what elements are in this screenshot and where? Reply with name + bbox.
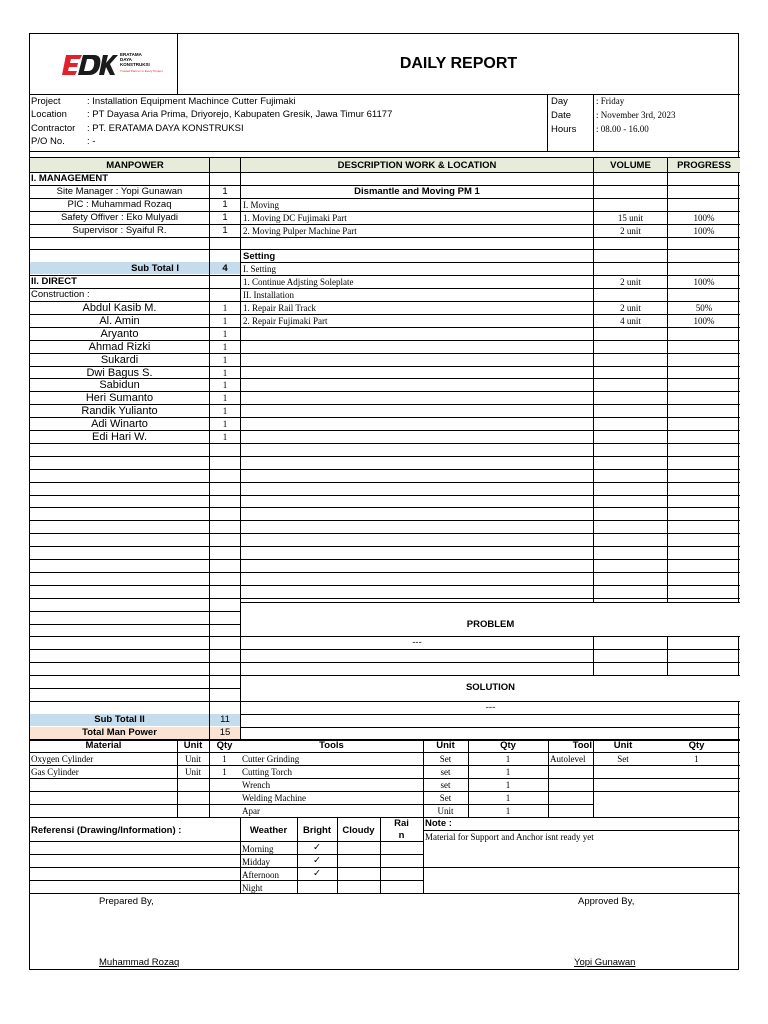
material-header: Material (85, 740, 122, 751)
work-volume: 2 unit (620, 226, 641, 236)
direct-worker-qty: 1 (222, 406, 228, 417)
material-qty: 1 (222, 754, 227, 764)
management-qty: 1 (222, 212, 228, 223)
grid-row-line (30, 598, 740, 599)
grid-row-line (30, 559, 740, 560)
direct-worker-qty: 1 (222, 419, 228, 430)
direct-worker-name: Heri Sumanto (85, 392, 154, 405)
work-desc: 2. Repair Fujimaki Part (243, 316, 328, 326)
management-name: PIC : Muhammad Rozaq (67, 199, 172, 210)
tool-qty: 1 (505, 780, 511, 790)
material-qty: 1 (222, 767, 227, 777)
solution-value: --- (485, 702, 496, 713)
referensi-label: Referensi (Drawing/Information) : (31, 825, 182, 836)
tool-unit: Set (439, 754, 452, 764)
solution-title: SOLUTION (465, 682, 516, 693)
grid-row-line (30, 585, 740, 586)
management-title: I. MANAGEMENT (31, 173, 109, 184)
page-title: DAILY REPORT (399, 55, 518, 72)
direct-worker-qty: 1 (222, 328, 228, 339)
material-unit: Unit (184, 754, 201, 764)
tools-qty-header: Qty (500, 740, 516, 751)
tool-unit: Set (439, 793, 452, 803)
work-volume: 2 unit (620, 277, 641, 287)
location-label: Location (31, 109, 67, 120)
grid-row-line (30, 507, 740, 508)
direct-worker-name: Edi Hari W. (91, 431, 147, 443)
material-qty-header: Qty (216, 740, 233, 751)
date-value: : November 3rd, 2023 (596, 110, 676, 120)
tool-unit: Unit (437, 806, 454, 816)
grid-row-line (30, 662, 740, 663)
problem-value: --- (412, 637, 422, 648)
prepared-by-label: Prepared By, (99, 896, 154, 907)
work-volume: 4 unit (620, 316, 641, 326)
tool-qty: 1 (505, 806, 511, 816)
subtotal1-value: 4 (222, 263, 228, 274)
work-desc: 2. Moving Pulper Machine Part (243, 226, 357, 236)
approved-by-name: Yopi Gunawan (574, 957, 636, 968)
work-volume: 2 unit (620, 303, 641, 313)
direct-worker-qty: 1 (222, 341, 228, 352)
subtotal2-label: Sub Total II (94, 714, 145, 725)
note-text: Material for Support and Anchor isnt ready yet (425, 832, 594, 842)
project-value: : Installation Equipment Machince Cutter Fujimaki (87, 96, 296, 107)
grid-row-line (30, 288, 740, 289)
progress-header-label: PROGRESS (677, 160, 731, 171)
total-label: Total Man Power (82, 727, 157, 738)
management-qty: 1 (222, 186, 228, 197)
tool-unit: set (440, 780, 451, 790)
hours-value: : 08.00 - 16.00 (596, 124, 649, 134)
weather-cloudy-label: Cloudy (342, 825, 375, 836)
tool-unit: set (440, 767, 451, 777)
tool-name: Cutter Grinding (242, 754, 300, 764)
installation-title: II. Installation (243, 290, 294, 300)
direct-worker-name: Aryanto (100, 327, 139, 340)
tools-unit-header: Unit (436, 740, 455, 751)
weather-label: Weather (249, 825, 288, 836)
setting-heading: Setting (243, 251, 276, 262)
direct-worker-qty: 1 (222, 315, 228, 326)
approved-by-label: Approved By, (578, 896, 635, 907)
tool2-qty-header: Qty (688, 740, 705, 751)
grid-row-line (30, 495, 740, 496)
tool-name: Wrench (242, 780, 271, 790)
location-value: : PT Dayasa Aria Prima, Driyorejo, Kabupaten Gresik, Jawa Timur 61177 (87, 109, 393, 120)
direct-title: II. DIRECT (31, 276, 77, 287)
weather-time: Midday (242, 857, 270, 867)
grid-row-line (30, 649, 740, 650)
direct-worker-name: Dwi Bagus S. (86, 366, 153, 379)
tool2-name: Autolevel (550, 754, 586, 764)
subtotal1-label: Sub Total I (131, 263, 179, 274)
day-value: : Friday (596, 96, 625, 106)
grid-row-line (30, 469, 740, 470)
project-label: Project (31, 96, 61, 107)
weather-check: ✓ (313, 868, 321, 879)
work-desc: 1. Moving DC Fujimaki Part (243, 213, 347, 223)
direct-worker-qty: 1 (222, 380, 228, 391)
po-value: : - (87, 136, 96, 147)
date-label: Date (551, 110, 572, 121)
grid-row-line (30, 249, 740, 250)
contractor-label: Contractor (31, 123, 76, 134)
material-name: Gas Cylinder (31, 767, 79, 777)
direct-worker-name: Al. Amin (99, 314, 140, 327)
material-name: Oxygen Cylinder (31, 754, 94, 764)
weather-bright-label: Bright (303, 825, 331, 836)
direct-worker-qty: 1 (222, 354, 228, 365)
tool2-unit: Set (617, 754, 629, 764)
work-desc: 1. Continue Adjsting Soleplate (243, 277, 354, 287)
tool-name: Welding Machine (242, 793, 307, 803)
edk-logo-icon (60, 52, 118, 78)
direct-worker-name: Sabidun (99, 379, 140, 392)
work-heading: Dismantle and Moving PM 1 (354, 186, 480, 197)
material-unit-header: Unit (183, 740, 203, 751)
weather-check: ✓ (313, 855, 321, 866)
management-name: Site Manager : Yopi Gunawan (56, 186, 183, 197)
problem-title: PROBLEM (466, 619, 515, 630)
tool2-qty: 1 (694, 754, 699, 764)
total-value: 15 (219, 727, 231, 738)
tool-qty: 1 (505, 754, 511, 764)
grid-row-line (30, 482, 740, 483)
tool-qty: 1 (505, 793, 511, 803)
daily-report-sheet (29, 33, 739, 970)
tool-name: Apar (242, 806, 260, 816)
tool-name: Cutting Torch (242, 767, 292, 777)
work-progress: 100% (693, 213, 715, 223)
tool2-unit-header: Unit (613, 740, 633, 751)
material-unit: Unit (184, 767, 201, 777)
tool2-header: Tool (572, 740, 592, 751)
direct-worker-qty: 1 (222, 303, 228, 313)
work-desc: 1. Repair Rail Track (243, 303, 316, 313)
management-name: Supervisor : Syaiful R. (72, 225, 167, 236)
logo-company-line-3: KONSTRUKSI (120, 62, 150, 67)
day-label: Day (551, 96, 568, 107)
weather-time: Morning (242, 844, 274, 854)
note-label: Note : (425, 818, 452, 829)
po-label: P/O No. (31, 136, 65, 147)
grid-row-line (30, 533, 740, 534)
direct-worker-name: Adi Winarto (91, 418, 148, 431)
volume-header-label: VOLUME (610, 160, 651, 171)
weather-time: Afternoon (242, 870, 279, 880)
logo-company-line-2: DAYA (120, 57, 132, 62)
logo-company-line-1: ERATAMA (120, 52, 142, 57)
work-progress: 100% (693, 226, 715, 236)
grid-row-line (30, 443, 740, 444)
contractor-value: : PT. ERATAMA DAYA KONSTRUKSI (87, 123, 244, 134)
company-logo (60, 50, 170, 80)
setting-title: I. Setting (243, 264, 276, 274)
direct-worker-qty: 1 (222, 432, 228, 442)
manpower-header-label: MANPOWER (106, 160, 164, 171)
description-header-label: DESCRIPTION WORK & LOCATION (337, 160, 497, 171)
weather-rain-label-1: Rai (394, 818, 409, 829)
hours-label: Hours (551, 124, 577, 135)
grid-row-line (30, 546, 740, 547)
work-progress: 50% (695, 303, 713, 313)
weather-time: Night (242, 883, 263, 893)
direct-worker-qty: 1 (222, 393, 228, 404)
subtotal2-value: 11 (220, 714, 230, 725)
direct-worker-name: Sukardi (100, 353, 139, 366)
moving-title: I. Moving (243, 200, 279, 210)
management-name: Safety Offiver : Eko Mulyadi (60, 212, 179, 223)
direct-worker-name: Abdul Kasib M. (82, 302, 157, 314)
construction-label: Construction : (31, 289, 90, 300)
work-progress: 100% (693, 316, 715, 326)
work-progress: 100% (693, 277, 715, 287)
work-volume: 15 unit (617, 213, 644, 223)
direct-worker-name: Randik Yulianto (81, 405, 158, 418)
tools-header: Tools (319, 740, 344, 751)
grid-row-line (30, 572, 740, 573)
grid-row-line (30, 520, 740, 521)
prepared-by-name: Muhammad Rozaq (99, 957, 180, 968)
logo-tagline: Trusted Partner in Every Project (120, 69, 163, 73)
weather-rain-label-2: n (398, 830, 405, 841)
tool-qty: 1 (505, 767, 511, 777)
grid-row-line (30, 456, 740, 457)
weather-check: ✓ (313, 842, 321, 853)
management-qty: 1 (222, 225, 228, 236)
management-qty: 1 (222, 199, 228, 210)
direct-worker-name: Ahmad Rizki (88, 340, 151, 353)
direct-worker-qty: 1 (222, 367, 228, 378)
